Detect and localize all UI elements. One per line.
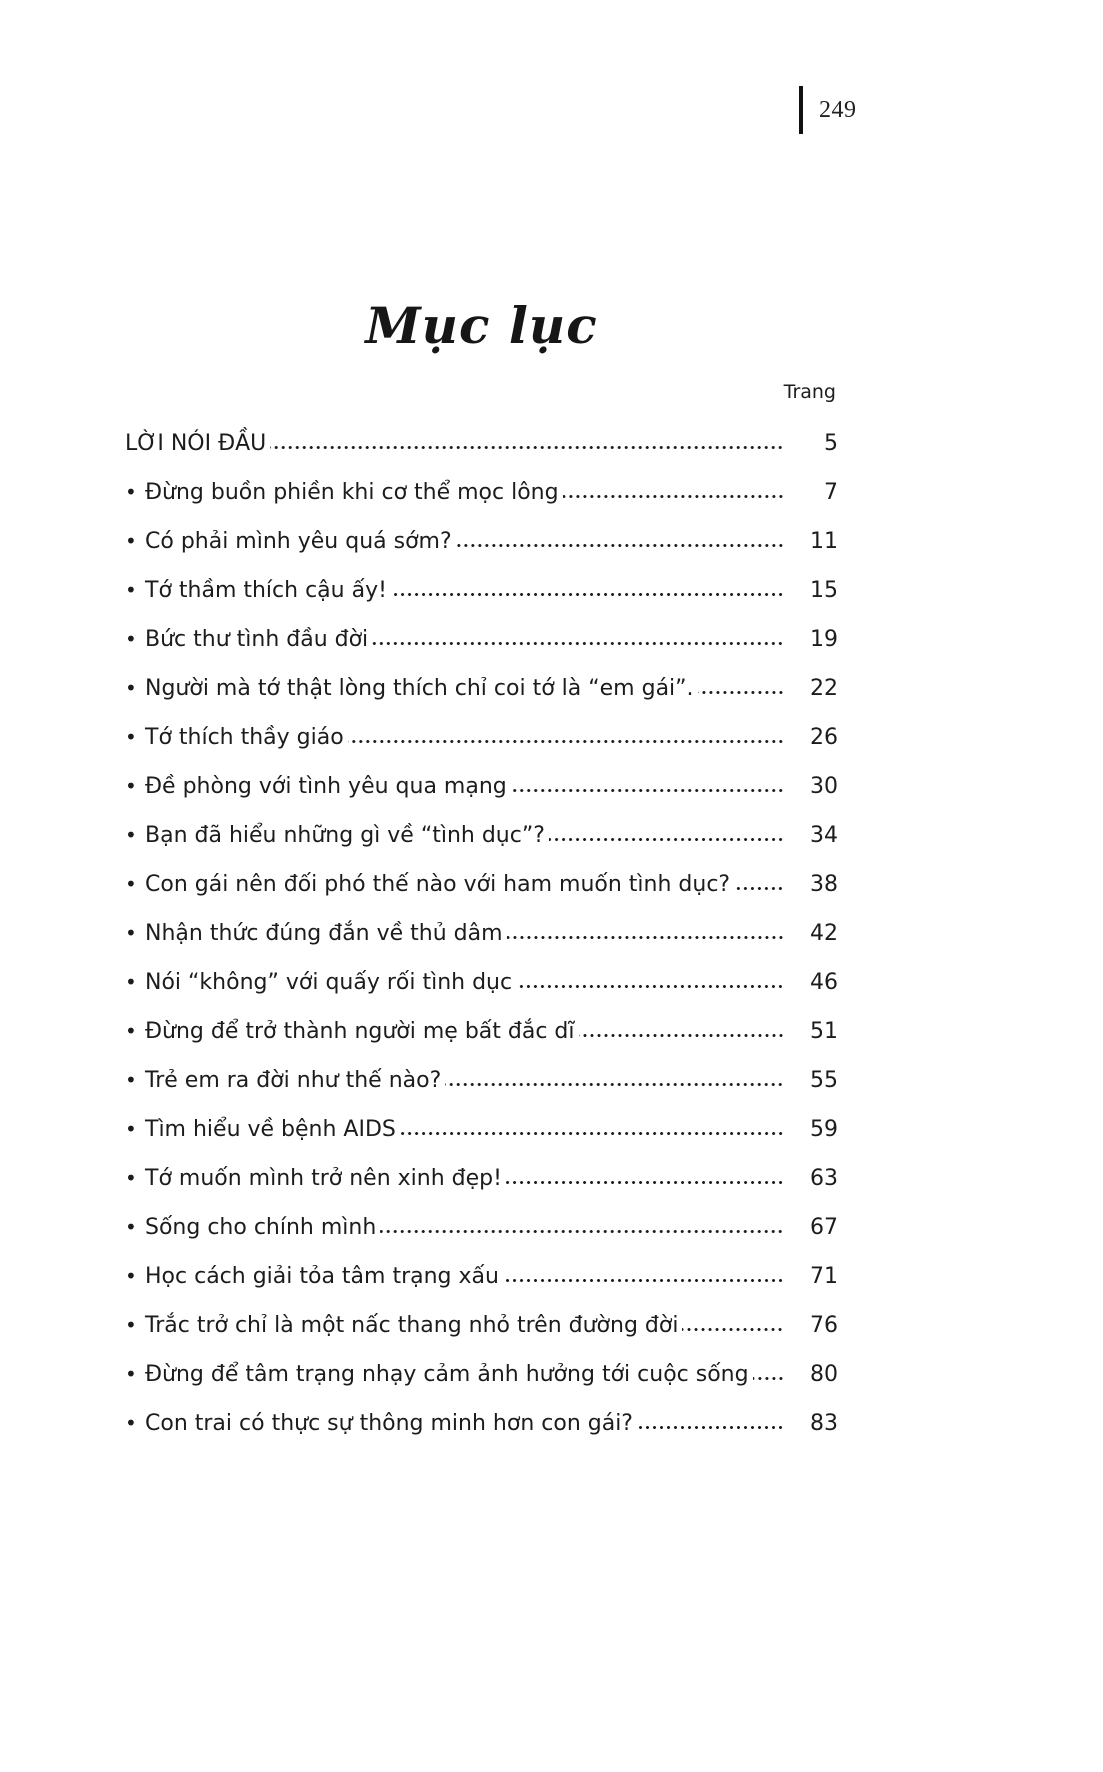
toc-entry <box>125 627 838 676</box>
bullet-icon: • <box>125 1068 137 1092</box>
bullet-icon: • <box>125 1313 137 1337</box>
toc-entry-page: 15 <box>810 578 838 603</box>
dotted-leader <box>563 494 784 499</box>
toc-list <box>125 431 838 1460</box>
bullet-icon: • <box>125 921 137 945</box>
toc-entry <box>125 921 838 970</box>
toc-entry-page: 59 <box>810 1117 838 1142</box>
toc-entry-title: Đề phòng với tình yêu qua mạng <box>145 774 507 799</box>
toc-entry <box>125 823 838 872</box>
bullet-icon: • <box>125 529 137 553</box>
toc-entry-title: Con gái nên đối phó thế nào với ham muốn tình dục? <box>145 872 731 897</box>
dotted-leader <box>579 1033 785 1038</box>
bullet-icon: • <box>125 1117 137 1141</box>
toc-entry-page: 71 <box>810 1264 838 1289</box>
toc-entry-page: 11 <box>810 529 838 554</box>
dotted-leader <box>506 1180 784 1185</box>
toc-entry-title: Người mà tớ thật lòng thích chỉ coi tớ là “em gái”. <box>145 676 694 701</box>
toc-entry-page: 46 <box>810 970 838 995</box>
bullet-icon: • <box>125 676 137 700</box>
page-title: Mục lục <box>365 296 598 355</box>
dotted-leader <box>637 1425 784 1430</box>
toc-entry <box>125 1313 838 1362</box>
toc-entry-title: Nhận thức đúng đắn về thủ dâm <box>145 921 503 946</box>
toc-entry <box>125 774 838 823</box>
toc-entry <box>125 1411 838 1460</box>
toc-entry-page: 80 <box>810 1362 838 1387</box>
toc-entry-title: Trẻ em ra đời như thế nào? <box>145 1068 442 1093</box>
folio-page-number: 249 <box>819 96 857 123</box>
dotted-leader <box>270 445 784 450</box>
toc-entry <box>125 529 838 578</box>
toc-entry <box>125 1166 838 1215</box>
toc-entry-title: Trắc trở chỉ là một nấc thang nhỏ trên đường đời <box>145 1313 679 1338</box>
toc-entry-page: 51 <box>810 1019 838 1044</box>
bullet-icon: • <box>125 578 137 602</box>
toc-entry-title: Tớ muốn mình trở nên xinh đẹp! <box>145 1166 502 1191</box>
toc-entry <box>125 578 838 627</box>
toc-entry <box>125 1264 838 1313</box>
toc-entry <box>125 1117 838 1166</box>
toc-entry-title: Con trai có thực sự thông minh hơn con gái? <box>145 1411 633 1436</box>
dotted-leader <box>516 984 784 989</box>
bullet-icon: • <box>125 1215 137 1239</box>
toc-entry-page: 55 <box>810 1068 838 1093</box>
toc-entry-page: 38 <box>810 872 838 897</box>
toc-entry-title: Học cách giải tỏa tâm trạng xấu <box>145 1264 499 1289</box>
toc-entry-page: 83 <box>810 1411 838 1436</box>
toc-entry <box>125 1362 838 1411</box>
dotted-leader <box>511 788 784 793</box>
dotted-leader <box>507 935 784 940</box>
bullet-icon: • <box>125 725 137 749</box>
bullet-icon: • <box>125 823 137 847</box>
dotted-leader <box>753 1376 784 1381</box>
bullet-icon: • <box>125 1264 137 1288</box>
toc-entry-title: Bạn đã hiểu những gì về “tình dục”? <box>145 823 545 848</box>
bullet-icon: • <box>125 627 137 651</box>
toc-entry-title: Có phải mình yêu quá sớm? <box>145 529 452 554</box>
bullet-icon: • <box>125 774 137 798</box>
toc-entry-page: 42 <box>810 921 838 946</box>
toc-entry-page: 34 <box>810 823 838 848</box>
toc-entry-page: 7 <box>824 480 838 505</box>
toc-entry-title: Sống cho chính mình <box>145 1215 377 1240</box>
toc-entry-title: Bức thư tình đầu đời <box>145 627 369 652</box>
toc-entry-page: 76 <box>810 1313 838 1338</box>
toc-entry <box>125 1215 838 1264</box>
toc-entry <box>125 872 838 921</box>
toc-entry-title: Đừng để tâm trạng nhạy cảm ảnh hưởng tới cuộc sống <box>145 1362 749 1387</box>
dotted-leader <box>445 1082 784 1087</box>
dotted-leader <box>400 1131 784 1136</box>
dotted-leader <box>549 837 784 842</box>
toc-entry-title: Tớ thầm thích cậu ấy! <box>145 578 387 603</box>
toc-entry-title: Đừng buồn phiền khi cơ thể mọc lông <box>145 480 559 505</box>
toc-entry <box>125 676 838 725</box>
toc-entry-title: Tớ thích thầy giáo <box>145 725 344 750</box>
toc-entry <box>125 1019 838 1068</box>
bullet-icon: • <box>125 970 137 994</box>
dotted-leader <box>682 1327 784 1332</box>
toc-entry <box>125 431 838 480</box>
toc-entry <box>125 1068 838 1117</box>
dotted-leader <box>380 1229 784 1234</box>
toc-content <box>125 0 838 1460</box>
bullet-icon: • <box>125 1166 137 1190</box>
dotted-leader <box>503 1278 784 1283</box>
bullet-icon: • <box>125 1411 137 1435</box>
dotted-leader <box>391 592 784 597</box>
dotted-leader <box>734 886 784 891</box>
toc-entry-title: Đừng để trở thành người mẹ bất đắc dĩ <box>145 1019 575 1044</box>
toc-entry-page: 67 <box>810 1215 838 1240</box>
toc-entry-title: Tìm hiểu về bệnh AIDS <box>145 1117 396 1142</box>
toc-entry-page: 5 <box>824 431 838 456</box>
page-column-header: Trang <box>783 381 836 403</box>
toc-entry-title: LỜI NÓI ĐẦU <box>125 431 267 456</box>
bullet-icon: • <box>125 1019 137 1043</box>
toc-entry-page: 26 <box>810 725 838 750</box>
toc-entry-page: 30 <box>810 774 838 799</box>
toc-entry-page: 63 <box>810 1166 838 1191</box>
toc-entry-page: 22 <box>810 676 838 701</box>
bullet-icon: • <box>125 480 137 504</box>
toc-entry <box>125 725 838 774</box>
dotted-leader <box>372 641 784 646</box>
toc-entry <box>125 970 838 1019</box>
bullet-icon: • <box>125 1362 137 1386</box>
toc-entry-page: 19 <box>810 627 838 652</box>
toc-entry-title: Nói “không” với quấy rối tình dục <box>145 970 513 995</box>
dotted-leader <box>348 739 784 744</box>
dotted-leader <box>456 543 784 548</box>
toc-entry <box>125 480 838 529</box>
bullet-icon: • <box>125 872 137 896</box>
dotted-leader <box>698 690 784 695</box>
